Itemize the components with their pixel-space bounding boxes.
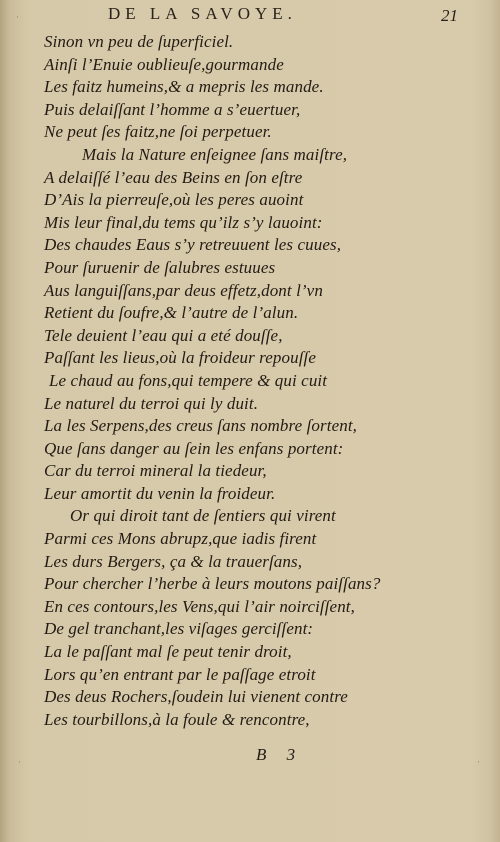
verse-line: Les tourbillons,à la foule & rencontre, [44,709,310,729]
verse-line: Mis leur final,du tems qu’ilz s’y lauoint: [44,212,323,232]
margin-speck: · [16,12,19,22]
verse-line: Pour ſuruenir de ſalubres estuues [44,257,276,277]
verse-line: Car du terroi mineral la tiedeur, [44,461,267,481]
verse-line: Des deus Rochers,ſoudein lui vienent contre [44,687,348,707]
verse-line: Le chaud au fons,qui tempere & qui cuit [49,370,328,390]
verse-line: La les Serpens,des creus ſans nombre ſortent, [44,416,357,436]
verse-line: Que ſans danger au ſein les enfans portent: [44,438,344,458]
verse-line: Puis delaiſſant l’homme a s’euertuer, [44,99,301,119]
signature-mark: B 3 [256,745,304,764]
verse-line: Ainſi l’Enuie oublieuſe,gourmande [44,54,284,74]
verse-line: Paſſant les lieus,où la froideur repouſſe [44,348,316,368]
verse-line: La le paſſant mal ſe peut tenir droit, [44,642,292,662]
verse-block [44,31,474,731]
verse-line: Retient du ſoufre,& l’autre de l’alun. [44,303,299,323]
verse-line: Des chaudes Eaus s’y retreuuent les cuues, [44,235,342,255]
verse-line: Or qui diroit tant de ſentiers qui virent [70,506,336,526]
verse-line: Sinon vn peu de ſuperficiel. [44,32,234,51]
verse-line: Ne peut ſes faitz,ne ſoi perpetuer. [44,122,272,142]
running-head: DE LA SAVOYE. [108,4,297,23]
verse-line: De gel tranchant,les viſages gerciſſent: [44,619,314,639]
verse-line: Pour chercher l’herbe à leurs moutons paiſſans? [44,574,381,594]
verse-line: Tele deuient l’eau qui a eté douſſe, [44,325,283,345]
verse-line: En ces contours,les Vens,qui l’air noirciſſent, [44,596,355,616]
verse-line: Les durs Bergers, ça & la trauerſans, [44,551,303,571]
verse-line: D’Ais la pierreuſe,où les peres auoint [44,190,304,210]
verse-line: A delaiſſé l’eau des Beins en ſon eſtre [44,167,303,187]
margin-speck: · [477,757,480,767]
verse-line: Lors qu’en entrant par le paſſage etroit [44,664,316,684]
verse-line: Leur amortit du venin la froideur. [44,483,276,503]
verse-line: Aus languiſſans,par deus effetz,dont l’vn [44,280,323,300]
verse-line: Les faitz humeins,& a mepris les mande. [44,77,324,97]
verse-line: Parmi ces Mons abrupz,que iadis firent [44,529,317,549]
verse-line: Mais la Nature enſeignee ſans maiſtre, [82,144,348,164]
page-number: 21 [441,6,458,25]
verse-line: Le naturel du terroi qui ly duit. [44,393,259,413]
margin-speck: · [18,757,21,767]
